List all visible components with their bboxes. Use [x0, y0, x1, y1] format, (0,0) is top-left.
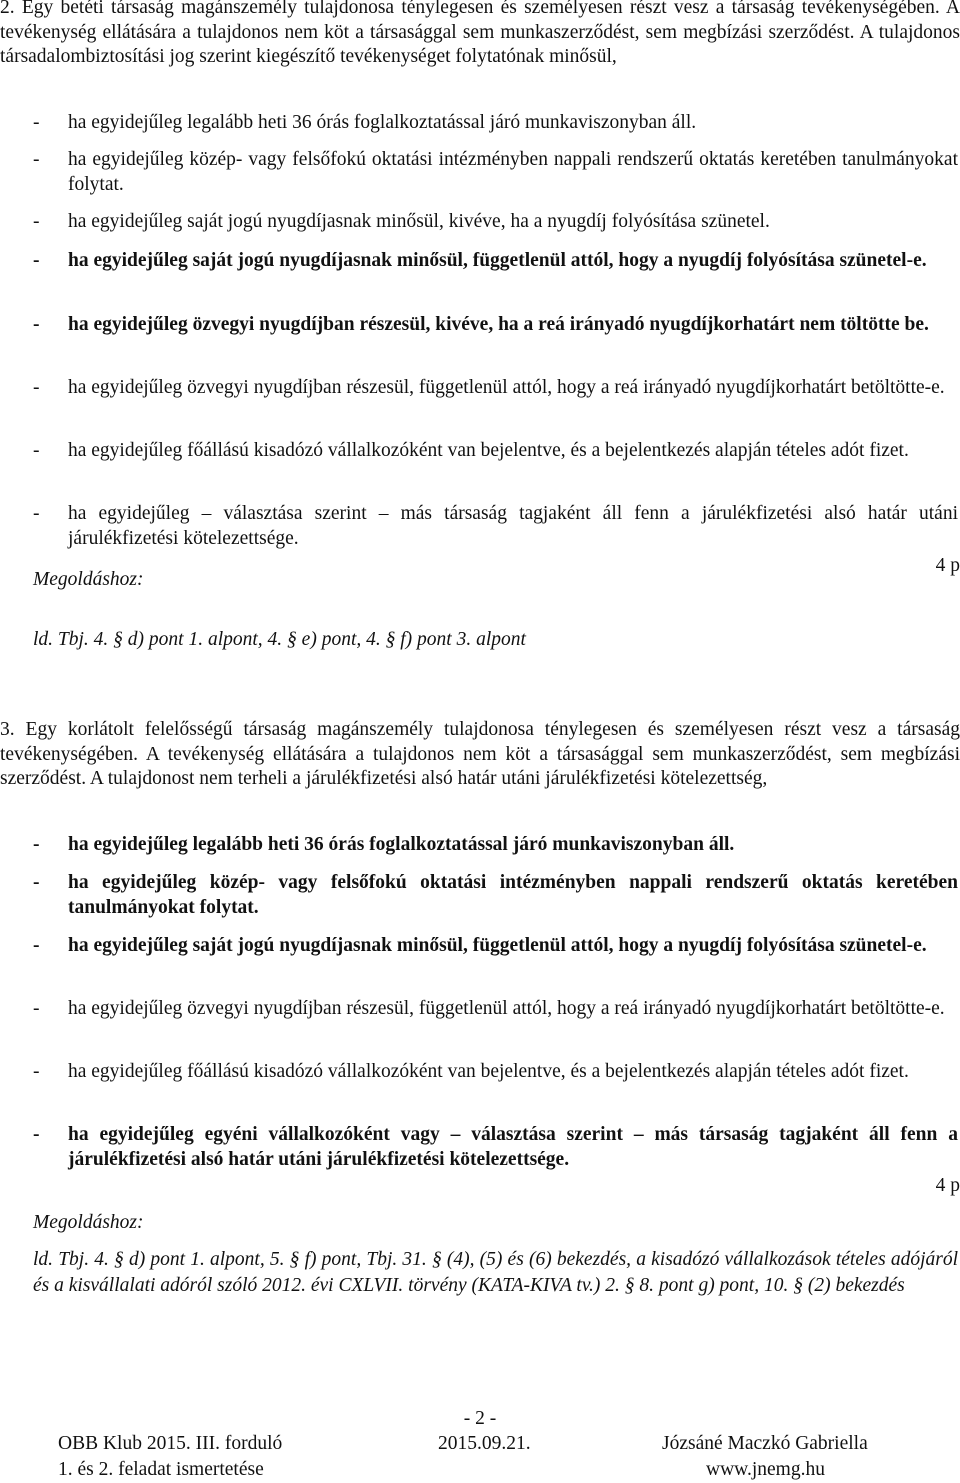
task3-points: 4 p	[935, 1175, 960, 1196]
task2-intro	[0, 0, 960, 70]
option-text: ha egyidejűleg saját jogú nyugdíjasnak minősül, függetlenül attól, hogy a nyugdíj folyósítása szünetel-e.	[68, 250, 927, 271]
option-dash: -	[33, 1061, 40, 1082]
task3-solution-label: Megoldáshoz:	[33, 1212, 144, 1233]
option-text: ha egyidejűleg özvegyi nyugdíjban részesül, kivéve, ha a reá irányadó nyugdíjkorhatárt nem töltötte be.	[68, 314, 929, 335]
option-text: ha egyidejűleg főállású kisadózó vállalkozóként van bejelentve, és a bejelentkezés alapján tételes adót fizet.	[68, 440, 909, 461]
option-dash: -	[33, 314, 40, 335]
task3-option-5	[33, 1060, 958, 1085]
task2-option-4	[33, 249, 958, 274]
option-dash: -	[33, 935, 40, 956]
footer-left-line2: 1. és 2. feladat ismertetése	[58, 1459, 264, 1480]
option-dash: -	[33, 149, 40, 170]
task3-solution-text: ld. Tbj. 4. § d) pont 1. alpont, 5. § f) pont, Tbj. 31. § (4), (5) és (6) bekezdés, a kisadózó vállalkozások tételes adójáról és a kisvállalati adóról szóló 2012. évi CXLVII. törvény (KATA-KIVA tv.) 2. § 8. pont g) pont, 10. § (2) bekezdés	[33, 1249, 958, 1296]
footer-left-line1: OBB Klub 2015. III. forduló	[58, 1433, 283, 1454]
option-dash: -	[33, 872, 40, 893]
option-text: ha egyidejűleg közép- vagy felsőfokú oktatási intézményben nappali rendszerű oktatás keretében tanulmányokat folytat.	[68, 872, 958, 918]
task3-intro-text: 3. Egy korlátolt felelősségű társaság magánszemély tulajdonosa ténylegesen és személyesen részt vesz a társaság tevékenységében. A tevékenység ellátására a tulajdonos nem köt a társasággal sem munkaszerződést, sem megbízási szerződést. A tulajdonost nem terheli a járulékfizetési alsó határ utáni járulékfizetési kötelezettség,	[0, 719, 960, 789]
task2-option-7	[33, 439, 958, 464]
option-text: ha egyidejűleg legalább heti 36 órás foglalkoztatással járó munkaviszonyban áll.	[68, 112, 697, 133]
task2-option-1	[33, 111, 958, 136]
task3-option-6	[33, 1123, 958, 1172]
task3-option-4	[33, 997, 958, 1022]
option-dash: -	[33, 250, 40, 271]
task3-option-2	[33, 871, 958, 920]
option-text: ha egyidejűleg özvegyi nyugdíjban részesül, függetlenül attól, hogy a reá irányadó nyugdíjkorhatárt betöltötte-e.	[68, 998, 945, 1019]
task2-solution-label: Megoldáshoz:	[33, 569, 144, 590]
footer-author: Józsáné Maczkó Gabriella	[662, 1433, 868, 1454]
option-text: ha egyidejűleg – választása szerint – más társaság tagjaként áll fenn a járulékfizetési alsó határ utáni járulékfizetési kötelezettsége.	[68, 503, 958, 549]
page-number: - 2 -	[463, 1408, 497, 1429]
option-text: ha egyidejűleg közép- vagy felsőfokú oktatási intézményben nappali rendszerű oktatás keretében tanulmányokat folytat.	[68, 149, 958, 195]
option-text: ha egyidejűleg özvegyi nyugdíjban részesül, függetlenül attól, hogy a reá irányadó nyugdíjkorhatárt betöltötte-e.	[68, 377, 945, 398]
option-dash: -	[33, 834, 40, 855]
task2-intro-text: 2. Egy betéti társaság magánszemély tulajdonosa ténylegesen és személyesen részt vesz a társaság tevékenységében. A tevékenység ellátására a tulajdonos nem köt a társasággal sem munkaszerződést, sem megbízási szerződést. A tulajdonos társadalombiztosítási jog szerint kiegészítő tevékenységet folytatónak minősül,	[0, 0, 960, 67]
option-text: ha egyidejűleg egyéni vállalkozóként vagy – választása szerint – más társaság tagjaként áll fenn a járulékfizetési alsó határ utáni járulékfizetési kötelezettsége.	[68, 1124, 958, 1170]
option-text: ha egyidejűleg saját jogú nyugdíjasnak minősül, függetlenül attól, hogy a nyugdíj folyósítása szünetel-e.	[68, 935, 927, 956]
option-dash: -	[33, 377, 40, 398]
footer-date: 2015.09.21.	[438, 1433, 531, 1454]
option-dash: -	[33, 440, 40, 461]
task2-option-3	[33, 210, 958, 235]
option-dash: -	[33, 211, 40, 232]
option-dash: -	[33, 112, 40, 133]
option-dash: -	[33, 503, 40, 524]
option-text: ha egyidejűleg saját jogú nyugdíjasnak minősül, kivéve, ha a nyugdíj folyósítása szünetel.	[68, 211, 770, 232]
task3-intro	[0, 718, 960, 792]
option-dash: -	[33, 998, 40, 1019]
task2-points: 4 p	[935, 555, 960, 576]
task3-option-3	[33, 934, 958, 959]
task2-option-8	[33, 502, 958, 551]
task2-solution-text: ld. Tbj. 4. § d) pont 1. alpont, 4. § e) pont, 4. § f) pont 3. alpont	[33, 629, 526, 650]
option-dash: -	[33, 1124, 40, 1145]
task2-option-2	[33, 148, 958, 197]
footer-website: www.jnemg.hu	[706, 1459, 825, 1480]
option-text: ha egyidejűleg főállású kisadózó vállalkozóként van bejelentve, és a bejelentkezés alapján tételes adót fizet.	[68, 1061, 909, 1082]
option-text: ha egyidejűleg legalább heti 36 órás foglalkoztatással járó munkaviszonyban áll.	[68, 834, 735, 855]
task2-option-5	[33, 313, 958, 338]
task2-option-6	[33, 376, 958, 401]
task3-option-1	[33, 833, 958, 858]
